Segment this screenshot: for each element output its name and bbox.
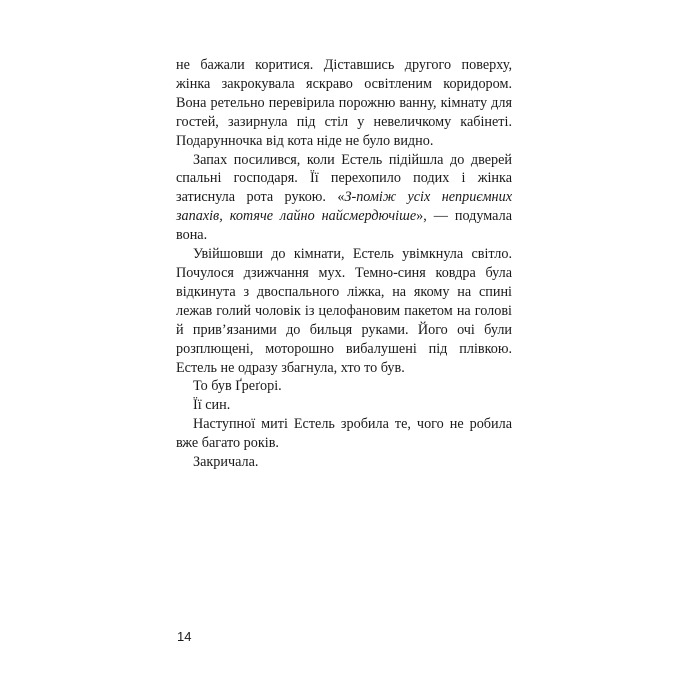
paragraph-6: Наступної миті Естель зробила те, чого не робила вже багато років. — [176, 416, 512, 452]
paragraph-4: То був Ґреґорі. — [193, 378, 282, 395]
italic-quote: З-поміж усіх неприємних запахів, котяче лайно найсмердючіше — [176, 189, 512, 225]
paragraph-3: Увійшовши до кімнати, Естель увімкнула світло. Почулося дзижчання мух. Темно-синя ковдра була відкинута з двоспального ліжка, на якому на спині лежав голий чоловік із целофановим пакетом на голові й прив’язаними до бильця руками. Його очі були розплющені, моторошно вибалушені під плівкою. Естель не одразу збагнула, хто то був. — [176, 246, 512, 376]
paragraph-7: Закричала. — [193, 454, 259, 471]
paragraph-1: не бажали коритися. Діставшись другого поверху, жінка закрокувала яскраво освітленим коридором. Вона ретельно перевірила порожню ванну, кімнату для гостей, зазирнула під стіл у невеличкому кабінеті. Подарунночка від кота ніде не було видно. — [176, 57, 512, 149]
paragraph-2-tail: », — подумала вона. — [176, 208, 512, 244]
body-text — [176, 56, 512, 472]
quote-open-mark: « — [337, 189, 345, 206]
paragraph-5: Її син. — [193, 397, 231, 414]
paragraph-2 — [176, 151, 512, 246]
page-number: 14 — [177, 629, 192, 644]
paragraph-2-lead: Запах посилився, коли Естель підійшла до дверей спальні господаря. Її перехопило подих і жінка затиснула рота рукою. — [176, 151, 512, 206]
